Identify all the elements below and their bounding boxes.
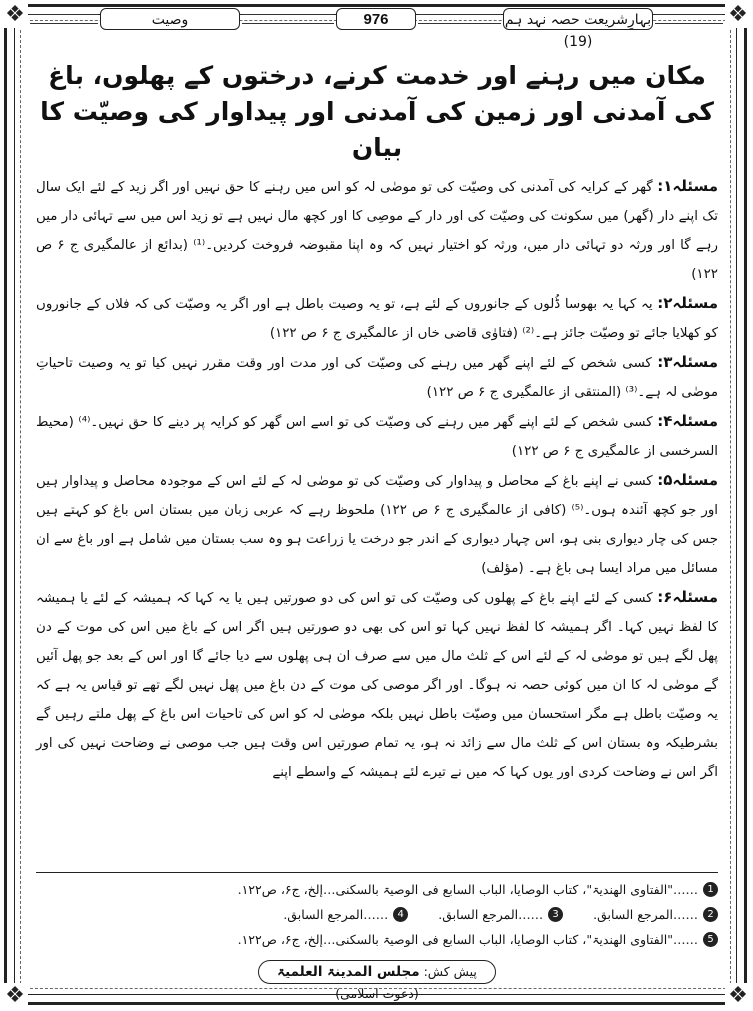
section-title: وصیت bbox=[100, 8, 240, 30]
footnote-text: ……المرجع السابق. bbox=[283, 907, 389, 922]
header-decoration bbox=[655, 14, 723, 24]
corner-ornament-icon: ❖ bbox=[2, 2, 28, 28]
masala-paragraph bbox=[36, 583, 718, 787]
footnote-number: 5 bbox=[703, 932, 718, 947]
footnote bbox=[438, 907, 563, 922]
masala-label: مسئلہ۴: bbox=[657, 412, 718, 430]
masala-paragraph bbox=[36, 172, 718, 289]
publisher-footer bbox=[258, 960, 496, 1001]
masala-label: مسئلہ۱: bbox=[657, 177, 718, 195]
masala-paragraph bbox=[36, 289, 718, 348]
footnote bbox=[238, 932, 718, 947]
footnote-number: 3 bbox=[548, 907, 563, 922]
masala-text: گھر کے کرایہ کی آمدنی کی وصیّت کی تو موصٰی لہ کو اس میں رہنے کا حق نہیں اور اگر زید کے لئے ایک سال تک اپنے دار (گھر) میں سکونت کی وصیّت کی اور دار کے موصِی کا اور کچھ مال نہیں ہے تو زید اس میں سے تہائی دار میں رہے گا اور ورثہ دو تہائی دار میں، ورثہ کو اختیار نہیں کہ وہ اپنا مقبوضہ فروخت کردیں۔⁽¹⁾ (بدائع از عالمگیری ج ۶ ص ۱۲۲) bbox=[36, 180, 718, 282]
publisher-suffix: (دعوت اسلامی) bbox=[335, 986, 419, 1001]
footnote-number: 1 bbox=[703, 882, 718, 897]
masala-text: کسی شخص کے لئے اپنے گھر میں رہنے کی وصیّت کی اور مدت اور وقت مقرر نہیں کیا تو یہ وصیت تاحیاتِ موصٰی لہ ہے۔⁽³⁾ (المنتقی از عالمگیری ج ۶ ص ۱۲۲) bbox=[36, 356, 718, 400]
footnote-row bbox=[36, 902, 718, 927]
footnote-text: ……المرجع السابق. bbox=[438, 907, 544, 922]
footnote-text: ……المرجع السابق. bbox=[593, 907, 698, 922]
header-decoration bbox=[242, 14, 334, 24]
header-decoration bbox=[418, 14, 501, 24]
masala-label: مسئلہ۲: bbox=[657, 294, 718, 312]
footnote bbox=[593, 907, 718, 922]
masala-label: مسئلہ۳: bbox=[657, 353, 718, 371]
masala-paragraph bbox=[36, 466, 718, 583]
masala-label: مسئلہ۵: bbox=[657, 471, 718, 489]
header-decoration bbox=[30, 14, 98, 24]
main-content bbox=[36, 58, 718, 787]
book-title: بہارِشریعت حصہ نہد ہم (19) bbox=[503, 8, 653, 30]
publisher-prefix: پیش کش: bbox=[423, 964, 477, 979]
corner-ornament-icon: ❖ bbox=[2, 983, 28, 1009]
masala-text: کسی نے اپنے باغ کے محاصل و پیداوار کی وصیّت کی تو موصٰی لہ کے لئے اس کے موجودہ محاصل و پیداوار ہیں اور جو کچھ آئندہ ہوں۔⁽⁵⁾ (کافی از عالمگیری ج ۶ ص ۱۲۲) ملحوظ رہے کہ عربی زبان میں بستان اس باغ کو کہتے ہیں جس کی چار دیواری بنی ہو، اس چہار دیواری کے اندر جو درخت یا زراعت ہو وہ سب بستان میں شامل ہے اور باغ سے ان مسائل میں مراد ایسا ہی باغ ہے۔ (مؤلف) bbox=[36, 474, 719, 576]
footnote-row bbox=[36, 927, 718, 952]
page-number: 976 bbox=[336, 8, 416, 30]
footnote-text: ……"الفتاوی الھندیۃ"، کتاب الوصایا، الباب السابع فی الوصیۃ بالسکنی…إلخ، ج۶، ص۱۲۲. bbox=[237, 882, 698, 897]
footnote bbox=[238, 882, 718, 897]
footnotes bbox=[36, 872, 718, 952]
masala-paragraph bbox=[36, 348, 718, 407]
masala-text: کسی کے لئے اپنے باغ کے پھلوں کی وصیّت کی تو اس کی دو صورتیں ہیں یا یہ کہا کہ ہمیشہ کے لئے یا ہمیشہ کا لفظ نہیں کہا۔ اگر ہمیشہ کا لفظ نہیں کہا تو اس کی بھی دو صورتیں ہیں اگر اس کے باغ میں اس کی موت کے دن پھل لگے ہیں تو موصٰی لہ کے لئے اس کے ثلث مال میں سے صرف ان ہی پھلوں سے دیا جائے گا اور اس کے بعد جو پھل آئیں گے موصٰی لہ کا ان میں کوئی حصہ نہ ہوگا۔ اور اگر موصی کی موت کے دن باغ میں پھل نہیں لگے تھے تو قیاس یہ ہے کہ یہ وصیّت باطل ہے مگر استحسان میں وصیّت باطل نہیں بلکہ موصٰی لہ کو اس کی تاحیات اس باغ کے پھل ملتے رہیں گے بشرطیکہ وہ بستان اس کے ثلث مال سے زائد نہ ہو، یہ تمام صورتیں اس وقت ہیں جب موصی نے وضاحت نہیں کی اور اگر اس نے وضاحت کردی اور یوں کہا کہ میں نے تیرے لئے ہمیشہ کے واسطے اپنے bbox=[36, 591, 718, 780]
footnote-row bbox=[36, 877, 718, 902]
masala-text: کسی شخص کے لئے اپنے گھر میں رہنے کی وصیّت کی تو اسے اس گھر کو کرایہ پر دینے کا حق نہیں۔⁽⁴⁾ (محیط السرخسی از عالمگیری ج ۶ ص ۱۲۲) bbox=[36, 415, 718, 459]
masala-text: یہ کہا یہ بھوسا ڈُلوں کے جانوروں کے لئے ہے، تو یہ وصیت باطل ہے اور اگر یہ وصیّت کی کہ فلاں کے جانوروں کو کھلایا جائے تو وصیّت جائز ہے۔⁽²⁾ (فتاوٰی قاضی خاں از عالمگیری ج ۶ ص ۱۲۲) bbox=[36, 297, 718, 341]
footnote-text: ……"الفتاوی الھندیۃ"، کتاب الوصایا، الباب السابع فی الوصیۃ بالسکنی…إلخ، ج۶، ص۱۲۲. bbox=[237, 932, 698, 947]
page-header bbox=[30, 6, 723, 50]
footnote-number: 4 bbox=[393, 907, 408, 922]
masala-paragraph bbox=[36, 407, 718, 466]
masala-label: مسئلہ۶: bbox=[657, 588, 718, 606]
corner-ornament-icon: ❖ bbox=[725, 983, 751, 1009]
footnote bbox=[283, 907, 408, 922]
publisher-name: مجلس المدینۃ العلمیۃ bbox=[277, 964, 420, 980]
footnote-number: 2 bbox=[703, 907, 718, 922]
chapter-title: مکان میں رہنے اور خدمت کرنے، درختوں کے پھلوں، باغ کی آمدنی اور زمین کی آمدنی اور پیداوار کی وصیّت کا بیان bbox=[40, 61, 714, 162]
corner-ornament-icon: ❖ bbox=[725, 2, 751, 28]
